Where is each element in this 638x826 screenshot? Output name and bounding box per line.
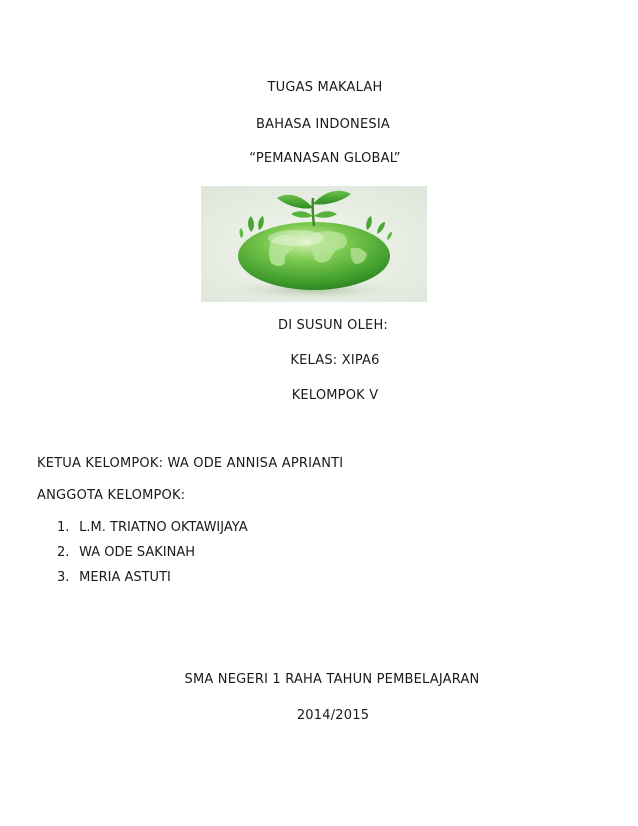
title-line-2: BAHASA INDONESIA (256, 117, 390, 132)
group-leader: KETUA KELOMPOK: WA ODE ANNISA APRIANTI (37, 456, 344, 471)
group-number-label: KELOMPOK V (291, 388, 379, 403)
member-name: MERIA ASTUTI (79, 570, 171, 585)
list-number: 2. (57, 545, 70, 560)
title-line-1: TUGAS MAKALAH (267, 80, 383, 95)
group-members-heading: ANGGOTA KELOMPOK: (37, 488, 186, 503)
school-name: SMA NEGERI 1 RAHA TAHUN PEMBELAJARAN (184, 672, 480, 687)
list-number: 3. (57, 570, 70, 585)
member-list-item (57, 545, 195, 560)
byline-label: DI SUSUN OLEH: (277, 318, 388, 333)
class-label: KELAS: XIPA6 (290, 353, 380, 368)
green-globe-with-sprout-icon (201, 186, 427, 302)
title-line-3: “PEMANASAN GLOBAL” (249, 151, 401, 166)
member-list-item (57, 570, 171, 585)
list-number: 1. (57, 520, 70, 535)
member-name: L.M. TRIATNO OKTAWIJAYA (79, 520, 248, 535)
academic-year: 2014/2015 (296, 708, 370, 723)
member-list-item (57, 520, 248, 535)
member-name: WA ODE SAKINAH (79, 545, 196, 560)
